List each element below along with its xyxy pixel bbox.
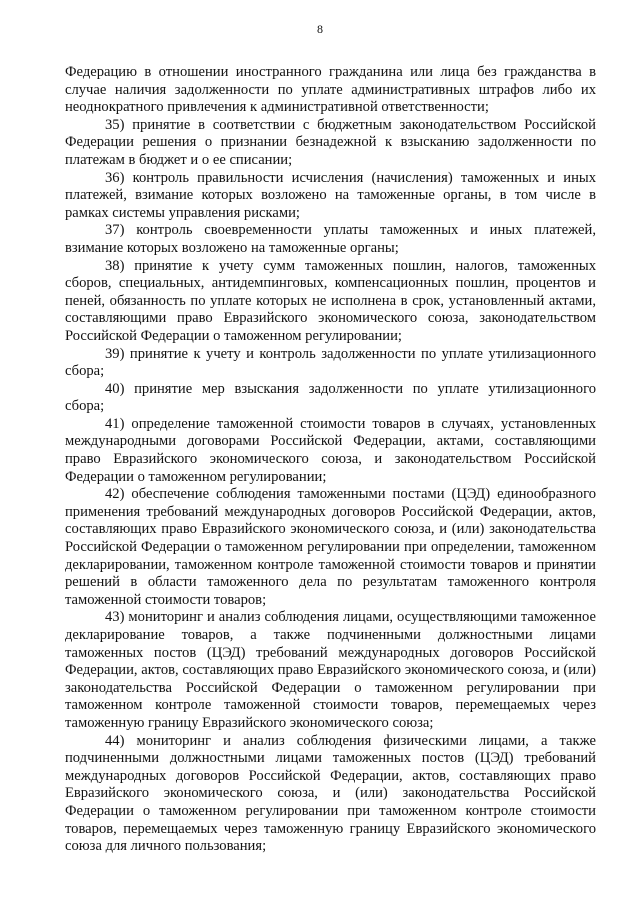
paragraph-item-42: 42) обеспечение соблюдения таможенными постами (ЦЭД) единообразного применения требований международных договоров Российской Федерации, актов, составляющих право Евразийского экономического союза, и (или) законодательства Российской Федерации о таможенном регулировании при определении, таможенном декларировании, таможенном контроле таможенной стоимости товаров и принятии решений в области таможенного дела по результатам таможенного контроля таможенной стоимости товаров;: [65, 486, 596, 608]
document-body: [65, 64, 596, 856]
paragraph-item-37: 37) контроль своевременности уплаты таможенных и иных платежей, взимание которых возложено на таможенные органы;: [65, 222, 596, 256]
paragraph-item-40: 40) принятие мер взыскания задолженности по уплате утилизационного сбора;: [65, 380, 596, 415]
paragraph-item-43: 43) мониторинг и анализ соблюдения лицами, осуществляющими таможенное декларирование товаров, а также подчиненными должностными лицами таможенных постов (ЦЭД) требований международных договоров Российской Федерации, актов, составляющих право Евразийского экономического союза, и (или) законодательства Российской Федерации о таможенном регулировании при таможенном контроле таможенной стоимости товаров, перемещаемых через таможенную границу Евразийского экономического союза;: [65, 609, 596, 731]
paragraph-item-39: 39) принятие к учету и контроль задолженности по уплате утилизационного сбора;: [65, 345, 596, 380]
paragraph-item-44: 44) мониторинг и анализ соблюдения физическими лицами, а также подчиненными должностными лицами таможенных постов (ЦЭД) требований международных договоров Российской Федерации, актов, составляющих право Евразийского экономического союза, и (или) законодательства Российской Федерации о таможенном регулировании при таможенном контроле стоимости товаров, перемещаемых через таможенную границу Евразийского экономического союза для личного пользования;: [65, 732, 596, 855]
paragraph-item-36: 36) контроль правильности исчисления (начисления) таможенных и иных платежей, взимание которых возложено на таможенные органы, в том числе в рамках системы управления рисками;: [65, 169, 596, 221]
paragraph-item-38: 38) принятие к учету сумм таможенных пошлин, налогов, таможенных сборов, специальных, антидемпинговых, компенсационных пошлин, процентов и пеней, обязанность по уплате которых не исполнена в срок, установленный актами, составляющими право Евразийского экономического союза, законодательством Российской Федерации о таможенном регулировании;: [65, 257, 596, 344]
page-number: 8: [317, 22, 323, 36]
paragraph-item-35: 35) принятие в соответствии с бюджетным законодательством Российской Федерации решения о признании безнадежной к взысканию задолженности по платежам в бюджет и о ее списании;: [65, 116, 596, 168]
paragraph-continuation: Федерацию в отношении иностранного гражданина или лица без гражданства в случае наличия задолженности по уплате административных штрафов либо их неоднократного привлечения к административной ответственности;: [65, 64, 596, 116]
paragraph-item-41: 41) определение таможенной стоимости товаров в случаях, установленных международными договорами Российской Федерации, актами, составляющими право Евразийского экономического союза, и законодательством Российской Федерации о таможенном регулировании;: [65, 415, 596, 485]
